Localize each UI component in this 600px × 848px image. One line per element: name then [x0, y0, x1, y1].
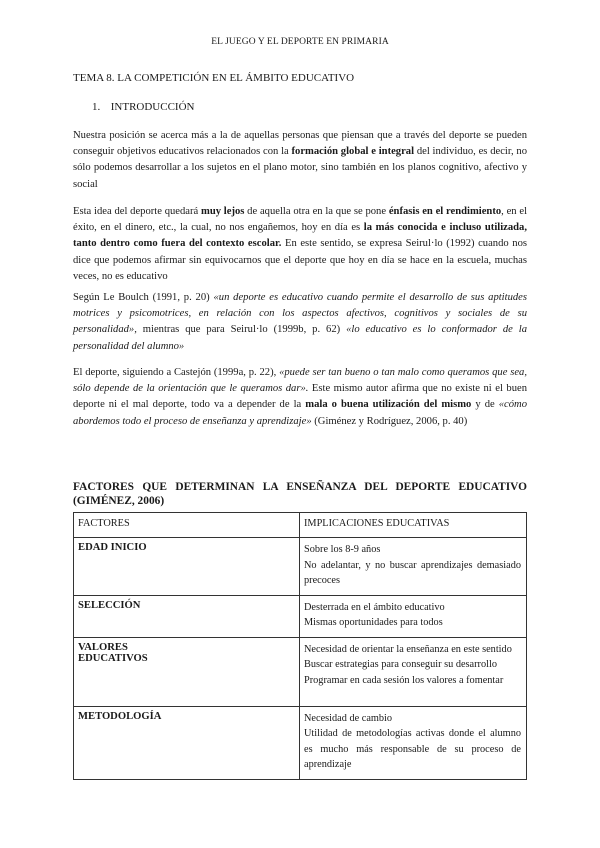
factor-label: SELECCIÓN: [78, 599, 141, 611]
implication-line: Programar en cada sesión los valores a fomentar: [304, 674, 504, 686]
implication-line: Necesidad de cambio: [304, 712, 393, 724]
implication-line: Necesidad de orientar la enseñanza en este sentido: [304, 643, 512, 655]
topic-title: TEMA 8. LA COMPETICIÓN EN EL ÁMBITO EDUCATIVO: [73, 72, 355, 84]
table-row: [74, 595, 527, 637]
text-run: del individuo, es decir, no sólo podemos desarrollar a los sujetos en el plano motor, sino también en los planos cognitivo, afectivo y social: [73, 146, 527, 190]
text-run: y de: [471, 399, 499, 411]
table-row: [74, 538, 527, 596]
table-row: [74, 706, 527, 779]
implication-line: Buscar estrategias para conseguir su desarrollo: [304, 659, 497, 670]
factor-label: METODOLOGÍA: [78, 710, 162, 722]
text-run: Nuestra posición se acerca más a la de aquellas personas que piensan que a través del deporte se pueden conseguir objetivos educativos relacionados con la: [73, 130, 527, 158]
implications-cell: [300, 595, 527, 637]
implication-line: Sobre los 8-9 años: [304, 544, 381, 555]
text-run: En este sentido, se expresa Seirul·lo (1992) cuando nos dice que podemos afirmar sin equivocarnos que el deporte que hoy en día se hace en la escuela, muchas veces, no es educativo: [73, 238, 528, 282]
paragraph-4: [73, 365, 527, 430]
factor-cell: [74, 538, 300, 596]
bold-run: la más conocida e incluso utilizada, tanto dentro como fuera del contexto escolar.: [73, 222, 528, 250]
quote-run: «puede ser tan bueno o tan malo como queramos que sea, sólo depende de la orientación que le queramos dar».: [73, 367, 527, 395]
implications-cell: [300, 538, 527, 596]
implication-line: Mismas oportunidades para todos: [304, 617, 443, 628]
factor-label: EDUCATIVOS: [78, 652, 148, 664]
implication-line: Desterrada en el ámbito educativo: [304, 601, 445, 613]
text-run: Según Le Boulch (1991, p. 20): [73, 292, 214, 303]
table-title: FACTORES QUE DETERMINAN LA ENSEÑANZA DEL DEPORTE EDUCATIVO (GIMÉNEZ, 2006): [73, 481, 527, 507]
text-run: Esta idea del deporte quedará: [73, 206, 202, 217]
table-row: [74, 637, 527, 706]
bold-run: énfasis en el rendimiento: [388, 206, 502, 217]
factors-table: [73, 512, 527, 780]
paragraph-1: [73, 128, 527, 193]
section-number: 1.: [92, 101, 101, 113]
text-run: (Giménez y Rodríguez, 2006, p. 40): [311, 415, 468, 427]
implications-cell: [300, 637, 527, 706]
section-title: INTRODUCCIÓN: [110, 101, 195, 113]
bold-run: muy lejos: [201, 206, 245, 217]
quote-run: «lo educativo es lo conformador de la personalidad del alumno»: [73, 324, 528, 352]
text-run: , mientras que para Seirul·lo (1999b, p. 62): [134, 324, 347, 336]
implication-line: Utilidad de metodologías activas donde el alumno es mucho más responsable de su proceso de aprendizaje: [304, 728, 521, 770]
column-header-implicaciones: IMPLICACIONES EDUCATIVAS: [300, 513, 527, 538]
text-run: de aquella otra en la que se pone: [244, 206, 389, 217]
bold-run: formación global e integral: [291, 146, 415, 158]
factor-cell: [74, 595, 300, 637]
implications-cell: [300, 706, 527, 779]
paragraph-3: [73, 290, 527, 355]
text-run: , en el éxito, en el dinero, etc., la cual, no nos engañemos, hoy en día es: [73, 206, 528, 234]
text-run: Este mismo autor afirma que no existe ni el buen deporte ni el mal deporte, todo va a depender de la: [73, 383, 527, 411]
quote-run: «cómo abordemos todo el proceso de enseñanza y aprendizaje»: [73, 399, 527, 427]
factor-label: VALORES: [78, 641, 128, 653]
factor-cell: [74, 637, 300, 706]
factor-cell: [74, 706, 300, 779]
table-header-row: [74, 513, 527, 538]
column-header-factores: FACTORES: [74, 513, 300, 538]
running-header: EL JUEGO Y EL DEPORTE EN PRIMARIA: [211, 37, 389, 47]
factor-label: EDAD INICIO: [78, 542, 147, 553]
text-run: El deporte, siguiendo a Castejón (1999a, p. 22),: [73, 367, 280, 378]
paragraph-2: [73, 204, 527, 285]
bold-run: mala o buena utilización del mismo: [305, 399, 472, 411]
implication-line: No adelantar, y no buscar aprendizajes demasiado precoces: [304, 559, 521, 586]
quote-run: «un deporte es educativo cuando permite el desarrollo de sus aptitudes motrices y psicomotrices, en relación con los aspectos afectivos, cognitivos y sociales de su personalidad»: [73, 292, 527, 336]
section-heading: [92, 101, 194, 113]
